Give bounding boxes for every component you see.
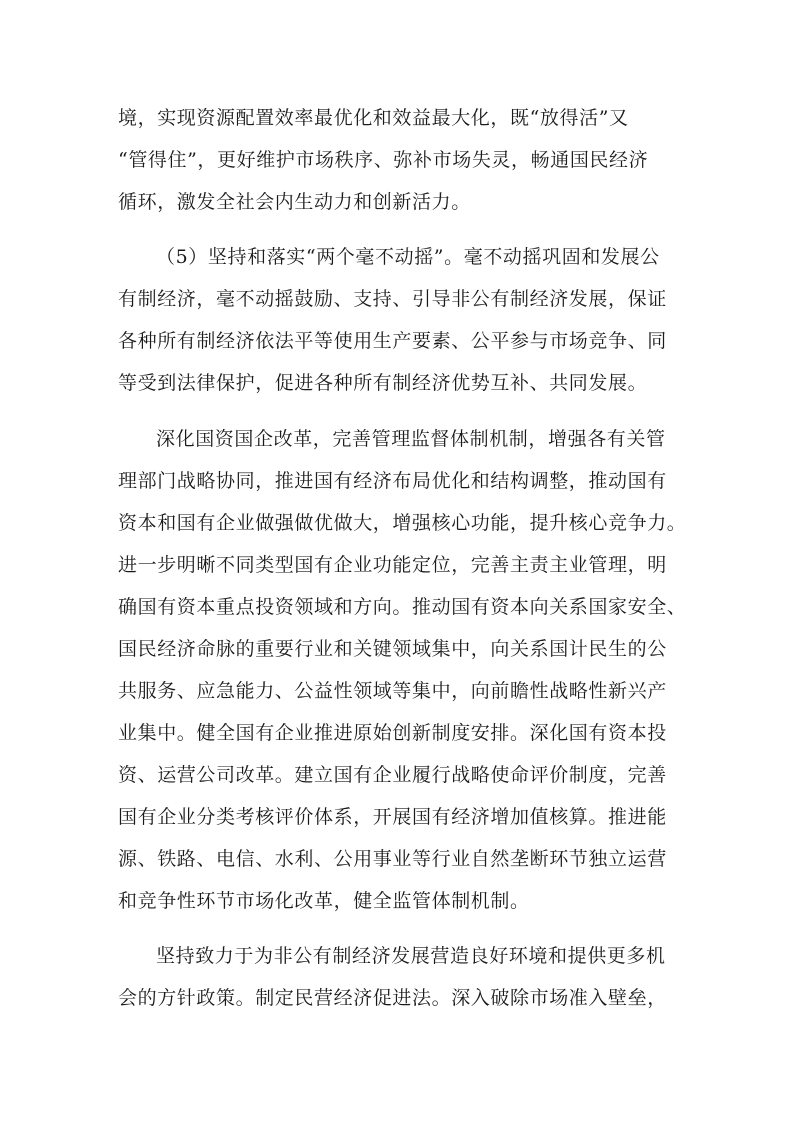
text-line: 确国有资本重点投资领域和方向。推动国有资本向关系国家安全、: [118, 596, 687, 618]
text-line: 业集中。健全国有企业推进原始创新制度安排。深化国有资本投: [118, 722, 667, 744]
text-line: “管得住”，更好维护市场秩序、弥补市场失灵，畅通国民经济: [118, 149, 649, 171]
text-line: 有制经济，毫不动摇鼓励、支持、引导非公有制经济发展，保证: [118, 288, 667, 310]
text-line: 会的方针政策。制定民营经济促进法。深入破除市场准入壁垒，: [118, 987, 667, 1009]
text-line: 共服务、应急能力、公益性领域等集中，向前瞻性战略性新兴产: [118, 680, 667, 702]
text-line: 循环，激发全社会内生动力和创新活力。: [118, 191, 471, 213]
text-line: 和竞争性环节市场化改革，健全监管体制机制。: [118, 890, 530, 912]
text-line: 资本和国有企业做强做优做大，增强核心功能，提升核心竞争力。: [118, 512, 687, 534]
text-line: 深化国资国企改革，完善管理监督体制机制，增强各有关管: [156, 428, 666, 450]
text-line: 理部门战略协同，推进国有经济布局优化和结构调整，推动国有: [118, 470, 667, 492]
text-line: 进一步明晰不同类型国有企业功能定位，完善主责主业管理，明: [118, 554, 667, 576]
text-line: 资、运营公司改革。建立国有企业履行战略使命评价制度，完善: [118, 764, 667, 786]
text-line: 境，实现资源配置效率最优化和效益最大化，既“放得活”又: [118, 107, 629, 129]
text-line: 国有企业分类考核评价体系，开展国有经济增加值核算。推进能: [118, 806, 667, 828]
text-line: （5）坚持和落实“两个毫不动摇”。毫不动摇巩固和发展公: [156, 246, 660, 268]
text-line: 坚持致力于为非公有制经济发展营造良好环境和提供更多机: [156, 945, 666, 967]
text-line: 源、铁路、电信、水利、公用事业等行业自然垄断环节独立运营: [118, 848, 667, 870]
text-line: 各种所有制经济依法平等使用生产要素、公平参与市场竞争、同: [118, 330, 667, 352]
text-line: 国民经济命脉的重要行业和关键领域集中，向关系国计民生的公: [118, 638, 667, 660]
text-line: 等受到法律保护，促进各种所有制经济优势互补、共同发展。: [118, 372, 648, 394]
